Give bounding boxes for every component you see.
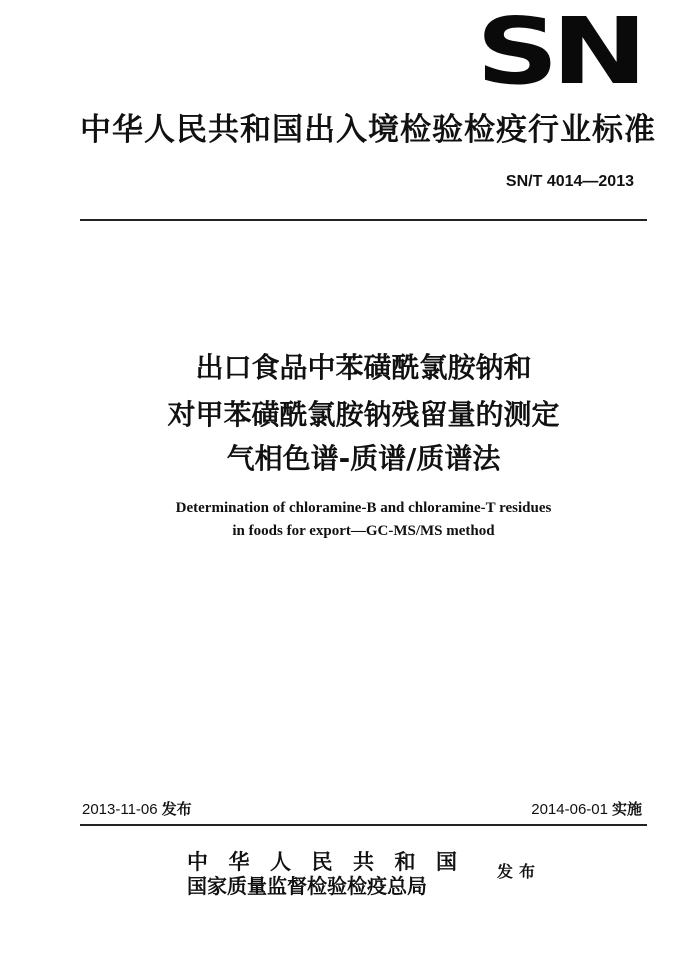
issue-date bbox=[82, 799, 192, 820]
issuer-action: 发布 bbox=[497, 862, 542, 881]
issuer-country: 中华人民共和国 bbox=[187, 849, 478, 874]
chinese-title-line-2: 对甲苯磺酰氯胺钠残留量的测定 bbox=[167, 398, 560, 431]
implementation-date-value: 2014-06-01 bbox=[531, 801, 608, 818]
chinese-title-line-1: 出口食品中苯磺酰氯胺钠和 bbox=[195, 351, 532, 384]
agency-title: 中华人民共和国出入境检验检疫行业标准 bbox=[80, 112, 656, 148]
english-title-line-1: Determination of chloramine-B and chloramine-T residues bbox=[175, 500, 552, 516]
issue-date-value: 2013-11-06 bbox=[82, 801, 158, 818]
issuer-agency: 国家质量监督检验检疫总局 bbox=[187, 874, 427, 898]
issue-date-label: 发布 bbox=[161, 800, 192, 818]
issuing-authority bbox=[187, 850, 478, 898]
sn-logo: SN bbox=[476, 0, 641, 105]
english-title-line-2: in foods for export—GC-MS/MS method bbox=[232, 523, 495, 539]
implementation-date-label: 实施 bbox=[611, 800, 642, 818]
top-divider bbox=[80, 219, 647, 221]
bottom-divider bbox=[80, 824, 647, 826]
standard-number: SN/T 4014—2013 bbox=[505, 173, 634, 190]
implementation-date bbox=[531, 799, 642, 820]
chinese-title-line-3: 气相色谱-质谱/质谱法 bbox=[226, 442, 501, 475]
